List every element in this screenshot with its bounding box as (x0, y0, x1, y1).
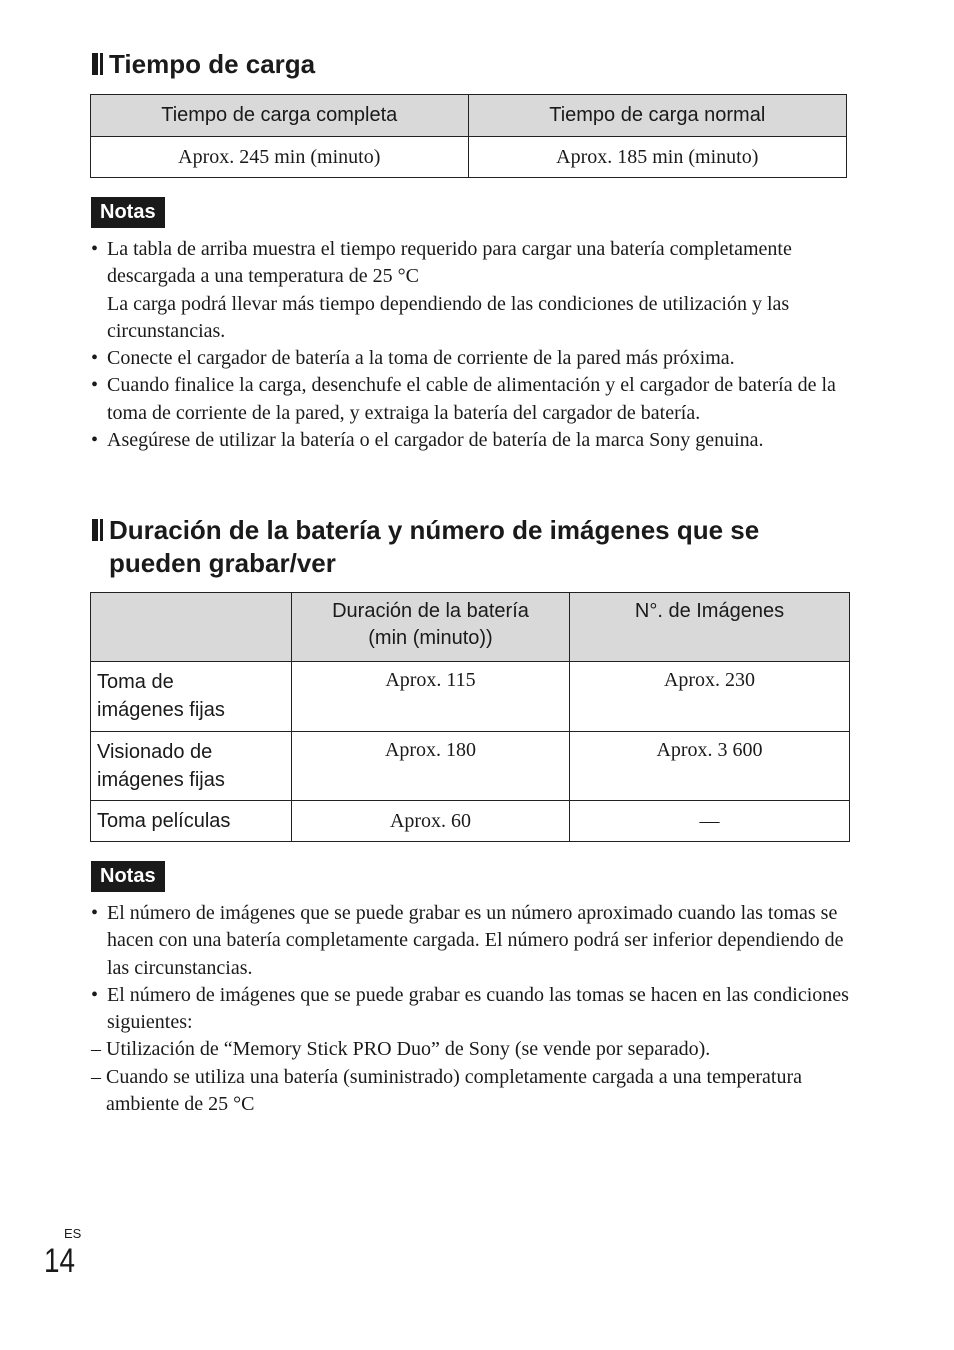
section-title-tiempo-de-carga: Tiempo de carga (92, 48, 315, 81)
notes-badge: Notas (91, 861, 165, 892)
table-cell: Aprox. 60 (292, 801, 570, 842)
list-item: • El número de imágenes que se puede grabar es cuando las tomas se hacen en las condiciones siguientes: – Utilización de “Memory Stick PRO Duo” de Sony (se vende por separado). – Cuando se utiliza una batería (suministrado) completamente cargada a una temperatura ambiente de 25 °C (90, 982, 850, 1118)
section-marker-icon (92, 53, 103, 75)
list-item: • Cuando finalice la carga, desenchufe el cable de alimentación y el cargador de batería de la toma de corriente de la pared, y extraiga la batería del cargador de batería. (90, 372, 850, 427)
sub-list-item: – Cuando se utiliza una batería (suministrado) completamente cargada a una temperatura ambiente de 25 °C (90, 1064, 850, 1119)
notes-list (90, 236, 850, 454)
list-item: • El número de imágenes que se puede grabar es un número aproximado cuando las tomas se hacen con una batería completamente cargada. El número podrá ser inferior dependiendo de las circunstancias. (90, 900, 850, 982)
notes-badge: Notas (91, 197, 165, 228)
row-label: Toma de imágenes fijas (91, 662, 292, 732)
section-title-duracion-bateria: Duración de la batería y número de imágenes que se pueden grabar/ver (92, 514, 759, 580)
table-header-duration: Duración de la batería (min (minuto)) (292, 593, 570, 662)
table-cell: Aprox. 180 (292, 732, 570, 801)
table-cell: Aprox. 3 600 (570, 732, 850, 801)
row-label: Toma películas (91, 801, 292, 842)
table-row (91, 801, 850, 842)
table-cell: Aprox. 115 (292, 662, 570, 732)
list-item: • Conecte el cargador de batería a la toma de corriente de la pared más próxima. (90, 345, 850, 372)
table-header: Tiempo de carga completa (91, 95, 469, 137)
table-cell: — (570, 801, 850, 842)
charging-time-table (90, 94, 847, 178)
notes-list (90, 900, 850, 1118)
table-header-blank (91, 593, 292, 662)
section-marker-icon (92, 519, 103, 541)
table-cell: Aprox. 245 min (minuto) (91, 137, 469, 178)
list-item: • La tabla de arriba muestra el tiempo requerido para cargar una batería completamente descargada a una temperatura de 25 °C La carga podrá llevar más tiempo dependiendo de las condiciones de utilización y las circunstancias. (90, 236, 850, 345)
page-number: 14 (44, 1242, 76, 1280)
table-header: Tiempo de carga normal (468, 95, 847, 137)
list-item: • Asegúrese de utilizar la batería o el cargador de batería de la marca Sony genuina. (90, 427, 850, 454)
language-code: ES (64, 1226, 82, 1241)
sub-list-item: – Utilización de “Memory Stick PRO Duo” de Sony (se vende por separado). (90, 1036, 850, 1063)
row-label: Visionado de imágenes fijas (91, 732, 292, 801)
table-header-images: N°. de Imágenes (570, 593, 850, 662)
table-row (91, 732, 850, 801)
table-cell: Aprox. 185 min (minuto) (468, 137, 847, 178)
table-cell: Aprox. 230 (570, 662, 850, 732)
table-row (91, 662, 850, 732)
battery-duration-table (90, 592, 850, 842)
